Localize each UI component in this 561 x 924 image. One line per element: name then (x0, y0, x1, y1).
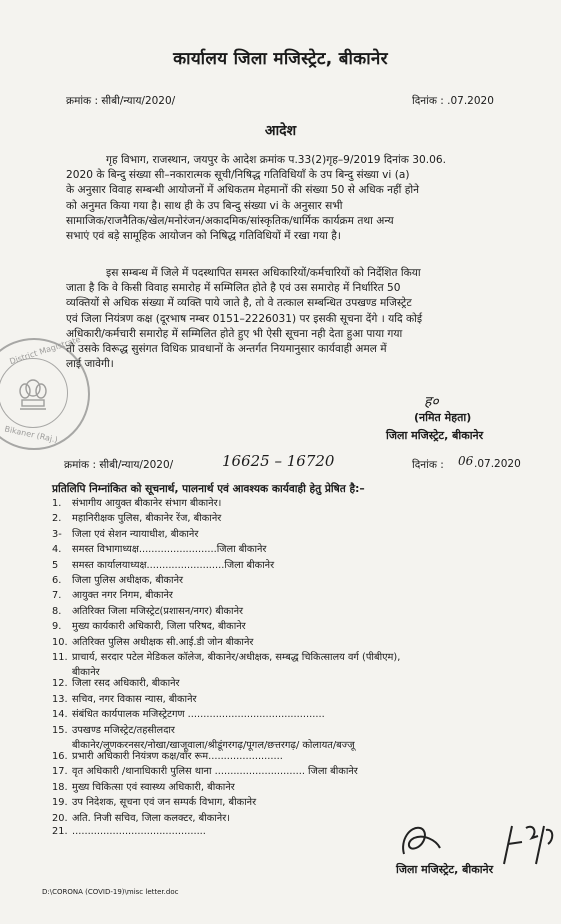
signature-initials: ह० (424, 394, 439, 410)
paragraph-line: सामाजिक/राजनैतिक/खेल/मनोरंजन/अकादमिक/सांस्कृतिक/धार्मिक कार्यक्रम तथा अन्य (66, 214, 394, 227)
list-item-number: 5 (52, 559, 59, 571)
reference-number: क्रमांक : सीबी/न्याय/2020/ (66, 95, 176, 107)
list-item-number: 11. (52, 652, 68, 663)
paragraph-line: एवं जिला नियंत्रण कक्ष (दूरभाष नम्बर 0151–2226031) पर इसकी सूचना देंगे । यदि कोई (66, 312, 423, 325)
list-item (52, 707, 325, 720)
signatory-designation: जिला मजिस्ट्रेट, बीकानेर (386, 429, 484, 442)
seal-top-text: District Magistrate (8, 334, 82, 367)
list-item-number: 13. (52, 693, 68, 705)
list-item-number: 9. (52, 621, 62, 633)
list-item-text: महानिरीक्षक पुलिस, बीकानेर रेंज, बीकानेर (72, 513, 222, 525)
list-item-text: मुख्य चिकित्सा एवं स्वास्थ्य अधिकारी, बीकानेर (72, 781, 235, 793)
list-item-text: समस्त कार्यालयाध्यक्ष.........................जिला बीकानेर (72, 559, 275, 571)
list-item (52, 650, 400, 663)
paragraph-line: सभाएं एवं बड़े सामूहिक आयोजन को निषिद्ध गतिविधियों में रखा गया है। (66, 230, 341, 243)
list-item (52, 604, 243, 617)
handwritten-signature (396, 818, 446, 864)
list-item (52, 558, 274, 571)
list-item-text: उप निदेशक, सूचना एवं जन सम्पर्क विभाग, बीकानेर (72, 797, 257, 809)
office-title: कार्यालय जिला मजिस्ट्रेट, बीकानेर (173, 49, 388, 69)
list-item (52, 723, 175, 736)
list-item-number: 20. (52, 812, 68, 824)
list-item-number: 1. (52, 498, 62, 509)
bottom-signature-designation: जिला मजिस्ट्रेट, बीकानेर (396, 863, 494, 876)
list-item-text: आयुक्त नगर निगम, बीकानेर (72, 590, 173, 602)
list-item (52, 692, 197, 705)
list-item (52, 496, 221, 509)
dispatch-date-label: दिनांक : (412, 459, 444, 471)
list-item-text: बीकानेर (72, 667, 100, 679)
list-item-text: जिला पुलिस अधीक्षक, बीकानेर (72, 575, 184, 586)
list-item-number: 15. (52, 724, 68, 736)
paragraph-line: जाता है कि वे किसी विवाह समारोह में सम्मिलित होते है एवं उस समारोह में निर्धारित 50 (66, 282, 401, 295)
paragraph-2 (66, 266, 536, 372)
list-item (52, 811, 230, 824)
emblem-icon (16, 376, 50, 414)
list-item-text: प्रभारी अधिकारी नियंत्रण कक्ष/वॉर रूम........................ (72, 751, 283, 762)
list-item-number: 2. (52, 513, 62, 525)
list-item-number: 12. (52, 678, 68, 690)
list-item (52, 511, 221, 524)
dispatch-date-suffix: .07.2020 (474, 458, 521, 470)
list-item (52, 527, 198, 540)
order-heading: आदेश (264, 123, 297, 139)
list-item-number: 19. (52, 797, 68, 809)
list-item-number: 10. (52, 636, 68, 648)
list-item-number: 3- (52, 528, 62, 540)
paragraph-line: 2020 के बिन्दु संख्या सी–नकारात्मक सूची/निषिद्ध गतिविधियॉं के उप बिन्दु संख्या vi (a) (66, 169, 410, 182)
list-item (52, 676, 180, 689)
list-item-number: 8. (52, 605, 62, 617)
copy-heading: प्रतिलिपि निम्नांकित को सूचनार्थ, पालनार्थ एवं आवश्यक कार्यवाही हेतु प्रेषित है:– (52, 483, 365, 495)
list-item (52, 619, 246, 632)
list-item-text: बीकानेर/लूणकरनसर/नोखा/खाजूवाला/श्रीडूंगरगढ़/पूगल/छत्तरगढ़/ कोलायत/बज्जू (72, 740, 355, 751)
seal-bottom-text: Bikaner (Raj.) (3, 424, 59, 445)
paragraph-line: के अनुसार विवाह सम्बन्धी आयोजनों में अधिकतम मेहमानों की संख्या 50 से अधिक नहीं होने (66, 184, 420, 197)
list-item-number: 7. (52, 590, 62, 602)
paragraph-line: अधिकारी/कर्मचारी समारोह में सम्मिलित होते हुए भी ऐसी सूचना नही देता हुआ पाया गया (66, 327, 403, 340)
list-item (52, 780, 235, 793)
list-item (52, 749, 283, 762)
handwritten-date-mark (498, 820, 558, 870)
list-item-number: 16. (52, 751, 68, 762)
paragraph-line: लाई जावेगी। (66, 358, 114, 371)
list-item (52, 588, 173, 601)
dispatch-date-handwritten: 06 (458, 454, 474, 468)
dispatch-number-handwritten: 16625 – 16720 (222, 452, 335, 470)
paragraph-line: को अनुमत किया गया है। साथ ही के उप बिन्दु संख्या vi के अनुसार सभी (66, 199, 343, 212)
list-item-number: 6. (52, 575, 62, 586)
paragraph-line: गृह विभाग, राजस्थान, जयपुर के आदेश क्रमांक प.33(2)गृह–9/2019 दिनांक 30.06. (106, 154, 447, 166)
list-item (52, 635, 253, 648)
list-item-text: प्राचार्य, सरदार पटेल मेडिकल कॉलेज, बीकानेर/अधीक्षक, सम्बद्ध चिकित्सालय वर्ग (पीबीएम), (72, 652, 401, 663)
list-item (52, 542, 266, 555)
list-item (52, 764, 358, 777)
dispatch-reference: क्रमांक : सीबी/न्याय/2020/ (64, 459, 174, 471)
list-item-number: 17. (52, 766, 68, 778)
paragraph-line: व्यक्तियों से अधिक संख्या में व्यक्ति पाये जाते है, तो वे तत्काल सम्बन्धित उपखण्ड मजिस्ट्रेट (66, 297, 412, 310)
order-date: दिनांक : .07.2020 (412, 95, 494, 107)
paragraph-line: तो उसके विरूद्ध सुसंगत विधिक प्रावधानों के अन्तर्गत नियमानुसार कार्यवाही अमल में (66, 343, 387, 356)
list-item-number: 14. (52, 709, 68, 721)
list-item-text: जिला एवं सेशन न्यायाधीश, बीकानेर (72, 528, 199, 540)
list-item-text: संबंधित कार्यपालक मजिस्ट्रेटगण ............................................ (72, 709, 325, 721)
list-item-text: अतिरिक्त जिला मजिस्ट्रेट(प्रशासन/नगर) बीकानेर (72, 605, 244, 617)
file-path-footer: D:\CORONA (COVID-19)\misc letter.doc (42, 888, 179, 896)
list-item-text: उपखण्ड मजिस्ट्रेट/तहसीलदार (72, 724, 175, 736)
list-item-text: संभागीय आयुक्त बीकानेर संभाग बीकानेर। (72, 498, 222, 509)
list-item-number: 4. (52, 544, 62, 556)
list-item-text: ........................................... (72, 826, 206, 837)
list-item-text: अतिरिक्त पुलिस अधीक्षक सी.आई.डी जोन बीकानेर (72, 636, 254, 648)
list-item-text: जिला रसद अधिकारी, बीकानेर (72, 678, 180, 690)
paragraph-line: इस सम्बन्ध में जिले में पदस्थापित समस्त अधिकारियों/कर्मचारियों को निर्देशित किया (106, 267, 421, 279)
list-item-text: मुख्य कार्यकारी अधिकारी, जिला परिषद, बीकानेर (72, 621, 246, 633)
list-item (52, 573, 183, 586)
list-item-text: समस्त विभागाध्यक्ष.........................जिला बीकानेर (72, 544, 267, 556)
list-item (52, 795, 256, 808)
paragraph-1 (66, 153, 536, 244)
list-item-number: 21. (52, 826, 68, 837)
list-item (52, 826, 206, 837)
list-item-text: वृत अधिकारी /थानाधिकारी पुलिस थाना ............................. जिला बीकानेर (72, 766, 358, 778)
list-item-number: 18. (52, 781, 68, 793)
signatory-name: (नमित मेहता) (414, 411, 472, 424)
list-item-text: सचिव, नगर विकास न्यास, बीकानेर (72, 693, 197, 705)
list-item-text: अति. निजी सचिव, जिला कलक्टर, बीकानेर। (72, 812, 230, 824)
